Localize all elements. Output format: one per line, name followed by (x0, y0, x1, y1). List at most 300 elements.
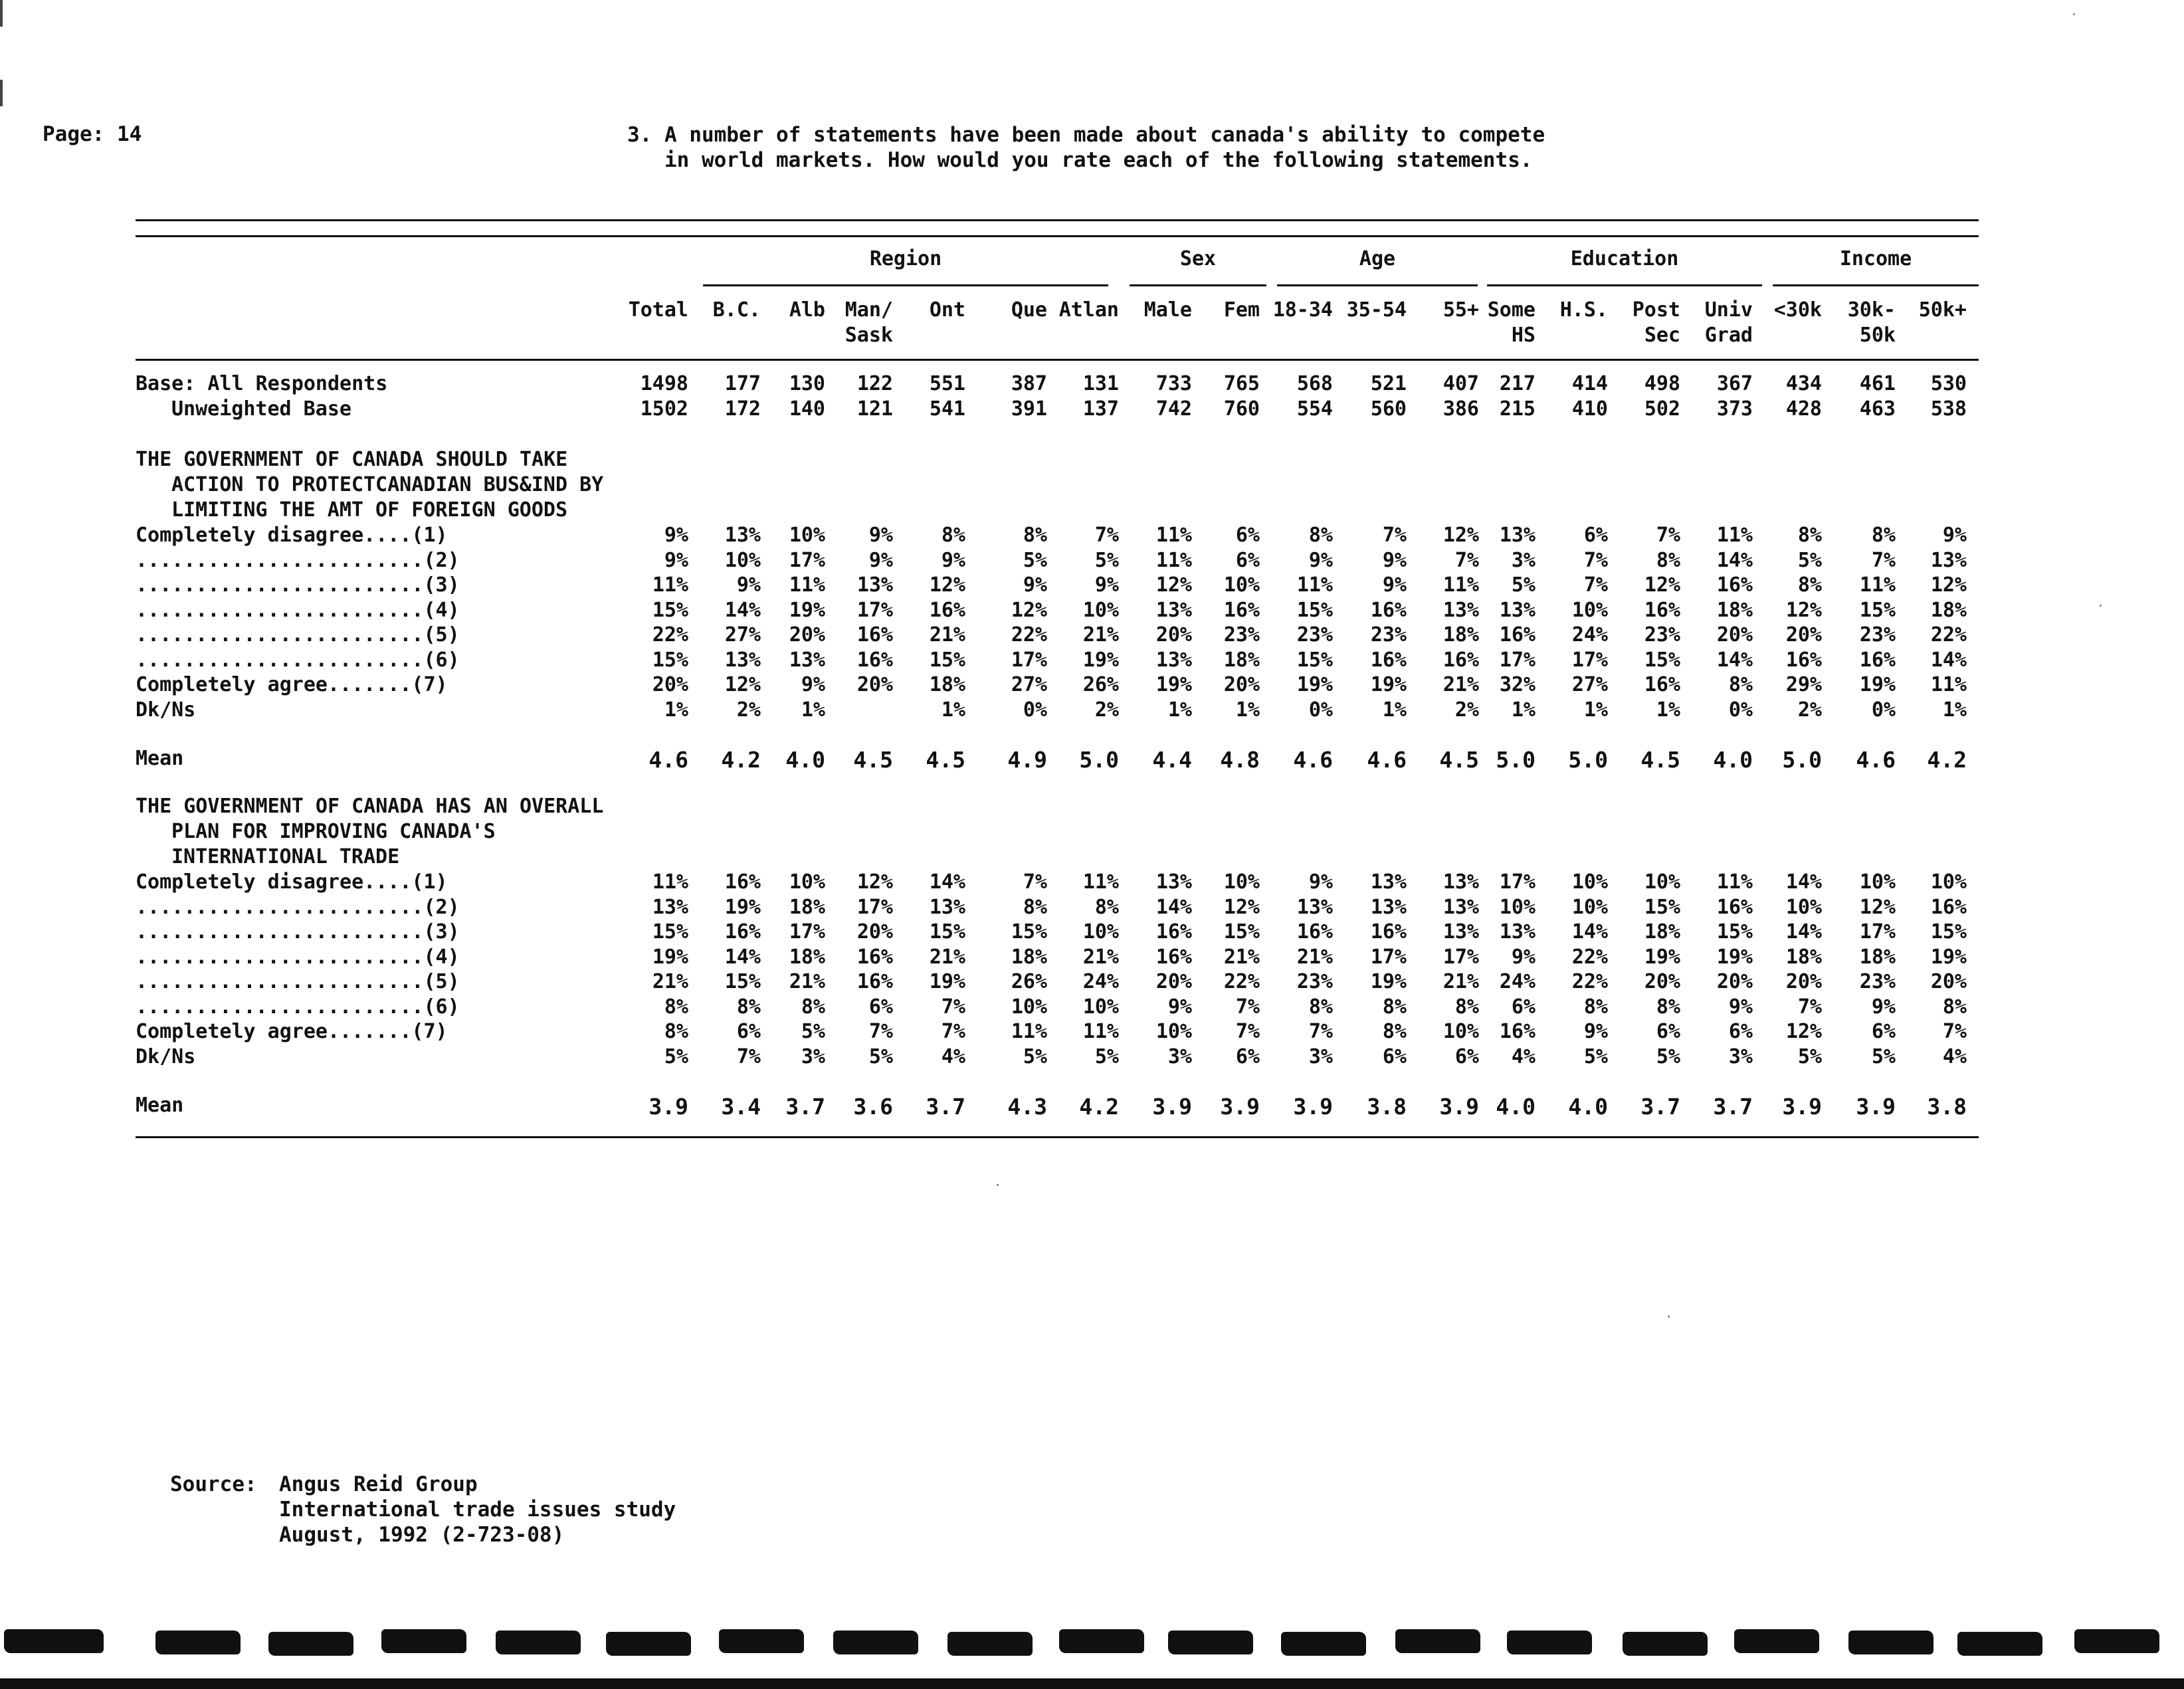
response-cell: 8% (664, 1020, 688, 1043)
response-cell: 13% (1499, 524, 1536, 547)
binder-dash (1848, 1631, 1934, 1654)
header-rule (136, 235, 1979, 237)
response-cell: 8% (736, 995, 761, 1019)
mean-label: Mean (136, 1094, 184, 1117)
response-cell: 1% (664, 698, 688, 722)
mean-cell: 4.2 (721, 747, 761, 773)
response-cell: 19% (1296, 673, 1333, 696)
response-cell: 9% (1728, 995, 1753, 1019)
response-cell: 20% (1155, 970, 1192, 993)
response-cell: 13% (1442, 920, 1479, 944)
mean-cell: 3.7 (926, 1094, 965, 1120)
response-cell: 23% (1223, 623, 1260, 646)
group-label: Age (1359, 247, 1396, 270)
response-cell: 11% (1442, 573, 1479, 597)
response-cell: 3% (1308, 1045, 1333, 1068)
column-header-ont: Ont (929, 298, 965, 322)
response-cell: 1% (1511, 698, 1536, 722)
response-cell: 10% (1859, 870, 1896, 894)
response-cell: 8% (1308, 995, 1333, 1019)
response-cell: 7% (1656, 524, 1680, 547)
question-text (627, 122, 1545, 173)
response-cell: 6% (1235, 1045, 1260, 1068)
binder-dash (155, 1631, 241, 1654)
response-cell: 16% (1930, 896, 1967, 919)
binder-dash (1168, 1631, 1253, 1654)
response-cell: 12% (1155, 573, 1192, 597)
base-cell: 568 (1296, 372, 1333, 395)
response-cell: 13% (1370, 870, 1407, 894)
response-cell: 23% (1296, 623, 1333, 646)
unweighted-base-label: Unweighted Base (171, 397, 351, 421)
column-header-fem: Fem (1223, 298, 1260, 322)
response-cell: 8% (1023, 896, 1047, 919)
response-cell: 22% (1571, 970, 1608, 993)
response-cell: 10% (789, 524, 825, 547)
response-cell: 7% (941, 1020, 965, 1043)
unweighted-base-cell: 386 (1442, 397, 1479, 421)
base-cell: 1498 (640, 372, 688, 395)
response-cell: 8% (1583, 995, 1608, 1019)
response-cell: 15% (929, 920, 965, 944)
mean-cell: 3.7 (1640, 1094, 1680, 1120)
response-cell: 6% (868, 995, 893, 1019)
response-cell: 19% (929, 970, 965, 993)
response-cell: 14% (1785, 870, 1822, 894)
mean-cell: 5.0 (1496, 747, 1536, 773)
response-cell: 6% (1656, 1020, 1680, 1043)
response-cell: 10% (1011, 995, 1047, 1019)
response-cell: 21% (1082, 945, 1119, 969)
response-cell: 6% (736, 1020, 761, 1043)
response-cell: 9% (868, 524, 893, 547)
base-cell: 407 (1442, 372, 1479, 395)
response-cell: 9% (1308, 870, 1333, 894)
response-cell: 19% (1082, 648, 1119, 672)
response-cell: 11% (1155, 549, 1192, 572)
response-cell: 8% (664, 995, 688, 1019)
response-cell: 11% (652, 573, 688, 597)
statement-title: PLAN FOR IMPROVING CANADA'S (171, 820, 496, 843)
response-cell: 5% (1871, 1045, 1896, 1068)
response-cell: 1% (1583, 698, 1608, 722)
response-cell: 10% (1930, 870, 1967, 894)
response-cell: 16% (1296, 920, 1333, 944)
response-cell: 19% (1716, 945, 1753, 969)
response-cell: 10% (1082, 995, 1119, 1019)
response-row-label: Completely agree.......(7) (136, 1020, 448, 1043)
mean-cell: 4.6 (1856, 747, 1896, 773)
unweighted-base-cell: 742 (1155, 397, 1192, 421)
response-cell: 0% (1308, 698, 1333, 722)
response-cell: 20% (1930, 970, 1967, 993)
response-cell: 7% (1235, 1020, 1260, 1043)
binder-dash (381, 1629, 466, 1653)
mean-cell: 4.3 (1007, 1094, 1047, 1120)
response-cell: 16% (856, 623, 893, 646)
response-cell: 23% (1859, 970, 1896, 993)
source-line: International trade issues study (279, 1498, 676, 1522)
response-cell: 9% (868, 549, 893, 572)
mean-cell: 4.5 (1640, 747, 1680, 773)
response-cell: 17% (789, 549, 825, 572)
binder-dash (1059, 1629, 1144, 1653)
response-cell: 13% (724, 524, 761, 547)
mean-cell: 4.5 (853, 747, 893, 773)
column-header-30k: 30k- (1847, 298, 1896, 322)
base-cell: 461 (1859, 372, 1896, 395)
response-cell: 20% (856, 673, 893, 696)
response-cell: 12% (1011, 599, 1047, 622)
response-cell: 18% (1011, 945, 1047, 969)
response-cell: 1% (1167, 698, 1192, 722)
column-header-post: Post (1632, 298, 1680, 322)
response-cell: 19% (1859, 673, 1896, 696)
column-header-1834: 18-34 (1272, 298, 1333, 322)
column-header-bc: B.C. (712, 298, 761, 322)
response-cell: 7% (1454, 549, 1479, 572)
response-cell: 14% (1155, 896, 1192, 919)
binder-dash (268, 1632, 353, 1656)
response-cell: 20% (1155, 623, 1192, 646)
mean-cell: 4.2 (1079, 1094, 1119, 1120)
column-header-man: Man/ (844, 298, 893, 322)
response-cell: 27% (724, 623, 761, 646)
group-label: Income (1839, 247, 1912, 270)
unweighted-base-cell: 172 (724, 397, 761, 421)
response-cell: 13% (1155, 870, 1192, 894)
response-cell: 16% (856, 945, 893, 969)
response-cell: 12% (1442, 524, 1479, 547)
response-cell: 6% (1871, 1020, 1896, 1043)
response-row-label: ........................(6) (136, 995, 460, 1019)
response-cell: 16% (724, 870, 761, 894)
response-cell: 15% (1644, 896, 1680, 919)
mean-cell: 4.5 (1439, 747, 1479, 773)
response-cell: 8% (801, 995, 825, 1019)
bottom-rule (136, 1136, 1979, 1138)
response-cell: 20% (789, 623, 825, 646)
response-row-label: Dk/Ns (136, 1045, 196, 1068)
response-cell: 7% (868, 1020, 893, 1043)
response-row-label: Completely disagree....(1) (136, 524, 448, 547)
base-cell: 217 (1499, 372, 1536, 395)
question-line-1: 3. A number of statements have been made about canada's ability to compete (627, 123, 1545, 147)
response-cell: 11% (1296, 573, 1333, 597)
response-row-label: ........................(4) (136, 945, 460, 969)
column-header-univ: Univ (1704, 298, 1753, 322)
margin-mark (0, 80, 3, 106)
response-cell: 9% (1023, 573, 1047, 597)
unweighted-base-cell: 1502 (640, 397, 688, 421)
response-cell: 17% (1499, 870, 1536, 894)
response-cell: 18% (1716, 599, 1753, 622)
column-header-3554: 35-54 (1346, 298, 1407, 322)
response-cell: 12% (1930, 573, 1967, 597)
response-cell: 4% (1942, 1045, 1967, 1068)
response-cell: 13% (1442, 896, 1479, 919)
unweighted-base-cell: 554 (1296, 397, 1333, 421)
response-cell: 22% (1223, 970, 1260, 993)
response-cell: 9% (941, 549, 965, 572)
response-cell: 15% (652, 920, 688, 944)
response-cell: 20% (1644, 970, 1680, 993)
response-cell: 3% (801, 1045, 825, 1068)
binder-dash (496, 1631, 581, 1654)
mean-cell: 3.7 (785, 1094, 825, 1120)
response-cell: 18% (1442, 623, 1479, 646)
response-cell: 0% (1023, 698, 1047, 722)
page-label: Page: 14 (43, 122, 142, 146)
base-cell: 434 (1785, 372, 1822, 395)
response-cell: 7% (1094, 524, 1119, 547)
response-cell: 18% (789, 945, 825, 969)
response-cell: 16% (929, 599, 965, 622)
response-cell: 11% (1082, 870, 1119, 894)
binder-dash (1281, 1632, 1366, 1656)
response-row-label: ........................(5) (136, 970, 460, 993)
base-cell: 765 (1223, 372, 1260, 395)
unweighted-base-cell: 541 (929, 397, 965, 421)
source-line: Angus Reid Group (279, 1472, 478, 1496)
response-cell: 7% (1871, 549, 1896, 572)
response-cell: 0% (1871, 698, 1896, 722)
response-cell: 10% (1644, 870, 1680, 894)
mean-cell: 4.0 (1568, 1094, 1608, 1120)
response-cell: 13% (1442, 870, 1479, 894)
response-cell: 15% (1296, 599, 1333, 622)
binder-dash (1957, 1632, 2042, 1656)
response-cell: 7% (736, 1045, 761, 1068)
response-cell: 4% (1511, 1045, 1536, 1068)
response-cell: 12% (1785, 599, 1822, 622)
column-header-30k: <30k (1773, 298, 1822, 322)
response-cell: 9% (1942, 524, 1967, 547)
response-row-label: ........................(2) (136, 549, 460, 572)
response-cell: 16% (1716, 896, 1753, 919)
response-cell: 10% (789, 870, 825, 894)
response-cell: 8% (1656, 995, 1680, 1019)
response-cell: 13% (1155, 599, 1192, 622)
response-cell: 17% (789, 920, 825, 944)
response-cell: 16% (1370, 920, 1407, 944)
response-cell: 19% (1930, 945, 1967, 969)
response-cell: 26% (1082, 673, 1119, 696)
response-cell: 5% (1797, 549, 1822, 572)
response-cell: 16% (1859, 648, 1896, 672)
response-cell: 20% (1223, 673, 1260, 696)
response-cell: 18% (929, 673, 965, 696)
response-cell: 9% (1511, 945, 1536, 969)
source-label: Source: (170, 1472, 257, 1496)
response-cell: 13% (929, 896, 965, 919)
response-cell: 16% (1499, 1020, 1536, 1043)
response-cell: 18% (1785, 945, 1822, 969)
response-cell: 8% (1797, 573, 1822, 597)
response-cell: 17% (1499, 648, 1536, 672)
response-cell: 23% (1296, 970, 1333, 993)
response-cell: 12% (929, 573, 965, 597)
response-cell: 17% (856, 896, 893, 919)
response-cell: 9% (1094, 573, 1119, 597)
response-cell: 8% (1656, 549, 1680, 572)
response-cell: 9% (664, 549, 688, 572)
response-row-label: Dk/Ns (136, 698, 196, 722)
base-cell: 177 (724, 372, 761, 395)
response-cell: 5% (664, 1045, 688, 1068)
unweighted-base-cell: 428 (1785, 397, 1822, 421)
speck (997, 1184, 999, 1186)
response-cell: 11% (1155, 524, 1192, 547)
column-header-atlan: Atlan (1058, 298, 1119, 322)
response-cell: 5% (1023, 1045, 1047, 1068)
response-cell: 11% (1716, 870, 1753, 894)
response-cell: 8% (1308, 524, 1333, 547)
response-cell: 16% (1223, 599, 1260, 622)
response-cell: 15% (724, 970, 761, 993)
base-cell: 530 (1930, 372, 1967, 395)
response-cell: 8% (1094, 896, 1119, 919)
response-cell: 13% (1370, 896, 1407, 919)
response-cell: 5% (1094, 549, 1119, 572)
response-cell: 11% (1716, 524, 1753, 547)
binder-dash (1507, 1631, 1592, 1654)
binder-dash (4, 1629, 104, 1653)
base-cell: 733 (1155, 372, 1192, 395)
response-cell: 10% (1082, 599, 1119, 622)
response-cell: 16% (1155, 920, 1192, 944)
response-cell: 5% (801, 1020, 825, 1043)
response-cell: 9% (1382, 549, 1407, 572)
response-cell: 5% (1797, 1045, 1822, 1068)
response-cell: 11% (1011, 1020, 1047, 1043)
speck (2073, 13, 2075, 15)
response-cell: 13% (1296, 896, 1333, 919)
unweighted-base-cell: 760 (1223, 397, 1260, 421)
mean-cell: 4.0 (1496, 1094, 1536, 1120)
binder-dash (2074, 1629, 2159, 1653)
response-cell: 8% (1382, 1020, 1407, 1043)
response-cell: 6% (1235, 549, 1260, 572)
speck (2100, 605, 2102, 607)
response-cell: 6% (1382, 1045, 1407, 1068)
response-cell: 15% (1223, 920, 1260, 944)
response-cell: 1% (1942, 698, 1967, 722)
response-cell: 20% (1716, 970, 1753, 993)
group-underline (703, 284, 1108, 286)
response-cell: 12% (1859, 896, 1896, 919)
response-cell: 12% (1644, 573, 1680, 597)
response-cell: 8% (1871, 524, 1896, 547)
binder-dash (1395, 1629, 1480, 1653)
response-cell: 10% (1223, 573, 1260, 597)
response-cell: 10% (1442, 1020, 1479, 1043)
unweighted-base-cell: 215 (1499, 397, 1536, 421)
mean-cell: 3.4 (721, 1094, 761, 1120)
base-cell: 131 (1082, 372, 1119, 395)
response-cell: 13% (1155, 648, 1192, 672)
response-cell: 20% (856, 920, 893, 944)
response-cell: 14% (1571, 920, 1608, 944)
base-cell: 130 (789, 372, 825, 395)
mean-cell: 3.9 (1856, 1094, 1896, 1120)
response-cell: 14% (1716, 648, 1753, 672)
response-cell: 18% (1223, 648, 1260, 672)
response-cell: 9% (801, 673, 825, 696)
group-underline (1773, 284, 1979, 286)
response-cell: 19% (789, 599, 825, 622)
unweighted-base-cell: 140 (789, 397, 825, 421)
response-cell: 9% (1382, 573, 1407, 597)
response-cell: 13% (789, 648, 825, 672)
response-cell: 16% (1442, 648, 1479, 672)
response-cell: 15% (1296, 648, 1333, 672)
response-cell: 21% (1296, 945, 1333, 969)
mean-cell: 4.4 (1152, 747, 1192, 773)
response-cell: 14% (724, 945, 761, 969)
response-cell: 6% (1235, 524, 1260, 547)
base-cell: 551 (929, 372, 965, 395)
response-cell: 7% (941, 995, 965, 1019)
mean-cell: 5.0 (1782, 747, 1822, 773)
response-cell: 16% (1644, 673, 1680, 696)
response-cell: 12% (724, 673, 761, 696)
response-cell: 9% (664, 524, 688, 547)
response-cell: 16% (1499, 623, 1536, 646)
mean-cell: 4.0 (785, 747, 825, 773)
response-cell: 9% (1167, 995, 1192, 1019)
mean-cell: 3.9 (1220, 1094, 1260, 1120)
response-cell: 24% (1571, 623, 1608, 646)
column-header-alb: Alb (789, 298, 825, 322)
response-row-label: ........................(3) (136, 573, 460, 597)
response-row-label: Completely disagree....(1) (136, 870, 448, 894)
response-cell: 14% (724, 599, 761, 622)
response-cell: 19% (1370, 970, 1407, 993)
statement-title: THE GOVERNMENT OF CANADA SHOULD TAKE (136, 448, 568, 471)
unweighted-base-cell: 410 (1571, 397, 1608, 421)
response-cell: 8% (1382, 995, 1407, 1019)
response-cell: 12% (1785, 1020, 1822, 1043)
response-cell: 10% (1223, 870, 1260, 894)
response-cell: 21% (652, 970, 688, 993)
response-cell: 18% (1644, 920, 1680, 944)
response-cell: 21% (1223, 945, 1260, 969)
response-cell: 19% (652, 945, 688, 969)
response-cell: 2% (736, 698, 761, 722)
unweighted-base-cell: 538 (1930, 397, 1967, 421)
statement-title: LIMITING THE AMT OF FOREIGN GOODS (171, 498, 568, 522)
response-cell: 21% (1442, 673, 1479, 696)
response-cell: 5% (1023, 549, 1047, 572)
response-cell: 17% (856, 599, 893, 622)
response-cell: 11% (1930, 673, 1967, 696)
mean-cell: 3.9 (1782, 1094, 1822, 1120)
response-cell: 10% (724, 549, 761, 572)
column-header-male: Male (1143, 298, 1192, 322)
binder-dash (1734, 1629, 1819, 1653)
response-cell: 7% (1942, 1020, 1967, 1043)
response-cell: 9% (736, 573, 761, 597)
response-cell: 6% (1511, 995, 1536, 1019)
unweighted-base-cell: 502 (1644, 397, 1680, 421)
column-header-line-2: Sask (844, 324, 893, 347)
response-cell: 22% (1011, 623, 1047, 646)
response-cell: 7% (1583, 573, 1608, 597)
response-cell: 24% (1082, 970, 1119, 993)
statement-title: THE GOVERNMENT OF CANADA HAS AN OVERALL (136, 795, 604, 818)
mean-cell: 5.0 (1079, 747, 1119, 773)
